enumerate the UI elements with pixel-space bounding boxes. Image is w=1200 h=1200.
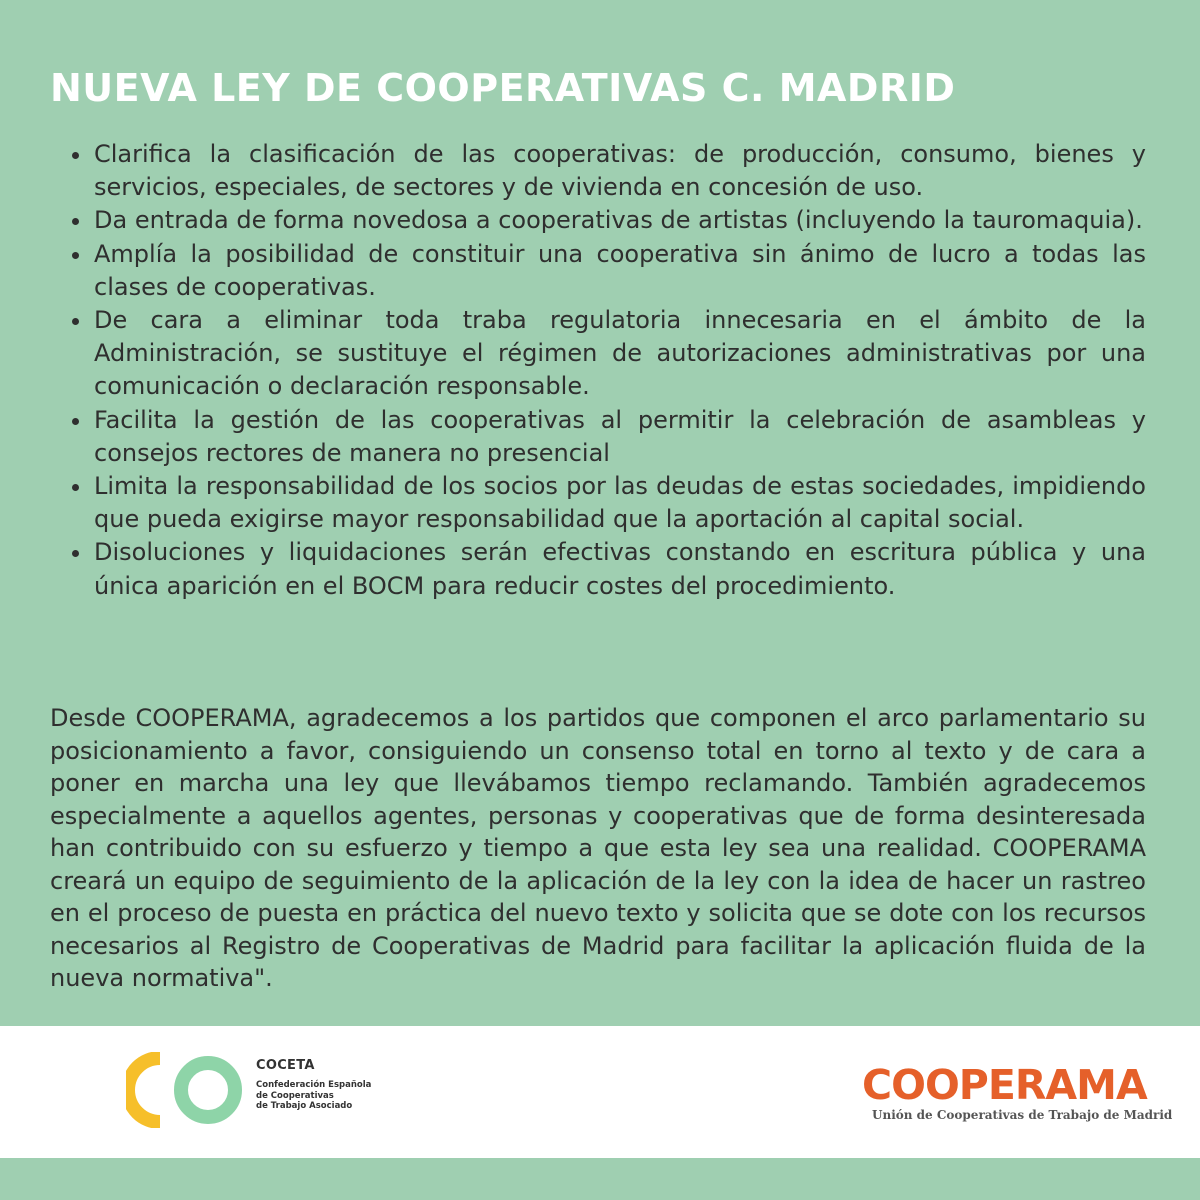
list-item: Limita la responsabilidad de los socios por las deudas de estas sociedades, impidiendo que pueda exigirse mayor responsabilidad que la aportación al capital social.: [94, 470, 1146, 536]
coceta-o-icon: [181, 1063, 235, 1117]
coceta-subtitle-line: de Trabajo Asociado: [256, 1101, 353, 1111]
coceta-mark-icon: [126, 1052, 246, 1128]
footer: [0, 1026, 1200, 1158]
list-item: Facilita la gestión de las cooperativas al permitir la celebración de asambleas y consejos rectores de manera no presencial: [94, 404, 1146, 470]
coceta-c-icon: [128, 1058, 160, 1122]
coceta-name: COCETA: [256, 1058, 315, 1073]
coceta-subtitle: [256, 1080, 396, 1112]
cooperama-subtitle: Unión de Cooperativas de Trabajo de Madrid: [872, 1108, 1173, 1122]
list-item: De cara a eliminar toda traba regulatoria innecesaria en el ámbito de la Administración, se sustituye el régimen de autorizaciones administrativas por una comunicación o declaración responsable.: [94, 304, 1146, 404]
cooperama-logo: [862, 1061, 1173, 1132]
page-title: NUEVA LEY DE COOPERATIVAS C. MADRID: [50, 66, 956, 110]
cooperama-name: COOPERAMA: [862, 1061, 1147, 1109]
list-item: Disoluciones y liquidaciones serán efectivas constando en escritura pública y una única aparición en el BOCM para reducir costes del procedimiento.: [94, 536, 1146, 602]
list-item: Clarifica la clasificación de las cooperativas: de producción, consumo, bienes y servicios, especiales, de sectores y de vivienda en concesión de uso.: [94, 138, 1146, 204]
closing-paragraph: Desde COOPERAMA, agradecemos a los partidos que componen el arco parlamentario su posicionamiento a favor, consiguiendo un consenso total en torno al texto y de cara a poner en marcha una ley que llevábamos tiempo reclamando. También agradecemos especialmente a aquellos agentes, personas y cooperativas que de forma desinteresada han contribuido con su esfuerzo y tiempo a que esta ley sea una realidad. COOPERAMA creará un equipo de seguimiento de la aplicación de la ley con la idea de hacer un rastreo en el proceso de puesta en práctica del nuevo texto y solicita que se dote con los recursos necesarios al Registro de Cooperativas de Madrid para facilitar la aplicación fluida de la nueva normativa".: [50, 704, 1146, 992]
coceta-subtitle-line: Confederación Española: [256, 1080, 372, 1090]
coceta-subtitle-line: de Cooperativas: [256, 1090, 334, 1101]
list-item: Da entrada de forma novedosa a cooperativas de artistas (incluyendo la tauromaquia).: [94, 204, 1146, 237]
coceta-logo: [126, 1050, 372, 1130]
bullet-list: [94, 138, 1146, 603]
list-item: Amplía la posibilidad de constituir una cooperativa sin ánimo de lucro a todas las clases de cooperativas.: [94, 238, 1146, 304]
